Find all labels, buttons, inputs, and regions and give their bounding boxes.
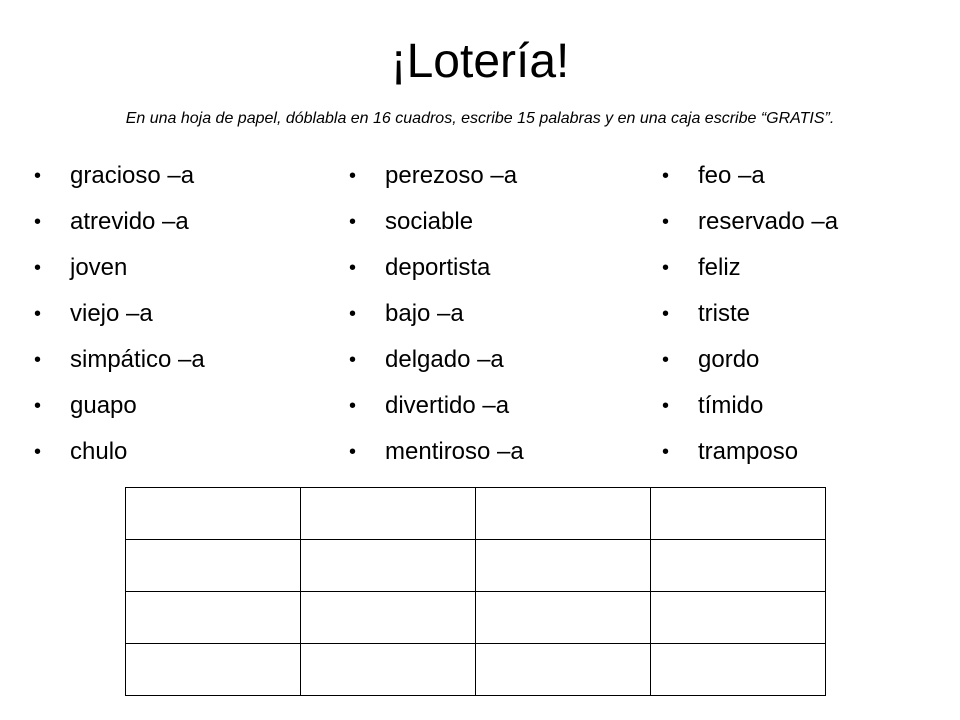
grid-row [126, 592, 826, 644]
bullet-icon: • [34, 441, 42, 463]
bullet-icon: • [34, 257, 42, 279]
grid-cell [476, 488, 651, 540]
grid-cell [476, 644, 651, 696]
word-list-item [34, 199, 205, 245]
word-text: tímido [698, 392, 764, 419]
word-list-item [349, 337, 524, 383]
word-text: triste [698, 300, 751, 327]
word-text: deportista [385, 254, 491, 281]
bullet-icon: • [349, 441, 357, 463]
grid-cell [651, 592, 826, 644]
grid-cell [301, 644, 476, 696]
word-text: feo –a [698, 162, 765, 189]
word-text: gracioso –a [70, 162, 195, 189]
word-list-item [662, 153, 838, 199]
word-list-column-2 [349, 153, 524, 475]
bullet-icon: • [349, 257, 357, 279]
word-text: gordo [698, 346, 760, 373]
grid-row [126, 488, 826, 540]
bullet-icon: • [349, 395, 357, 417]
word-list-item [349, 291, 524, 337]
bingo-grid [125, 487, 826, 696]
grid-cell [301, 540, 476, 592]
word-list-item [34, 153, 205, 199]
grid-cell [651, 644, 826, 696]
bullet-icon: • [349, 211, 357, 233]
grid-row [126, 644, 826, 696]
bullet-icon: • [34, 303, 42, 325]
word-text: reservado –a [698, 208, 839, 235]
bullet-icon: • [349, 303, 357, 325]
word-text: simpático –a [70, 346, 205, 373]
bullet-icon: • [662, 257, 670, 279]
bullet-icon: • [662, 211, 670, 233]
word-list-item [34, 245, 205, 291]
grid-cell [126, 488, 301, 540]
word-list-item [349, 429, 524, 475]
word-text: atrevido –a [70, 208, 189, 235]
bullet-icon: • [349, 349, 357, 371]
word-list-item [662, 291, 838, 337]
word-text: delgado –a [385, 346, 504, 373]
bullet-icon: • [349, 165, 357, 187]
word-text: tramposo [698, 438, 799, 465]
word-list-item [662, 245, 838, 291]
grid-cell [476, 592, 651, 644]
grid-cell [126, 592, 301, 644]
word-text: guapo [70, 392, 137, 419]
word-text: joven [70, 254, 128, 281]
word-list-item [34, 429, 205, 475]
word-list-item [34, 291, 205, 337]
grid-cell [301, 488, 476, 540]
word-list-item [662, 383, 838, 429]
bullet-icon: • [34, 165, 42, 187]
word-text: feliz [698, 254, 741, 281]
word-list-item [349, 383, 524, 429]
instructions-text: En una hoja de papel, dóblabla en 16 cuadros, escribe 15 palabras y en una caja escribe “GRATIS”. [125, 110, 835, 127]
word-text: bajo –a [385, 300, 464, 327]
word-text: viejo –a [70, 300, 153, 327]
grid-cell [301, 592, 476, 644]
grid-cell [126, 644, 301, 696]
word-list-item [349, 153, 524, 199]
slide-title: ¡Lotería! [390, 35, 570, 88]
word-list-item [662, 429, 838, 475]
bullet-icon: • [662, 395, 670, 417]
bullet-icon: • [662, 165, 670, 187]
word-list-item [34, 337, 205, 383]
grid-cell [651, 540, 826, 592]
grid-row [126, 540, 826, 592]
grid-cell [651, 488, 826, 540]
word-list-item [34, 383, 205, 429]
grid-cell [126, 540, 301, 592]
word-list-item [349, 199, 524, 245]
word-text: mentiroso –a [385, 438, 524, 465]
word-list-item [662, 337, 838, 383]
word-list-column-3 [662, 153, 838, 475]
bullet-icon: • [34, 395, 42, 417]
word-text: sociable [385, 208, 474, 235]
bullet-icon: • [662, 349, 670, 371]
bullet-icon: • [34, 349, 42, 371]
word-text: chulo [70, 438, 128, 465]
bullet-icon: • [34, 211, 42, 233]
bullet-icon: • [662, 441, 670, 463]
word-list-item [662, 199, 838, 245]
bullet-icon: • [662, 303, 670, 325]
word-text: divertido –a [385, 392, 510, 419]
word-list-column-1 [34, 153, 205, 475]
grid-cell [476, 540, 651, 592]
word-text: perezoso –a [385, 162, 518, 189]
word-list-item [349, 245, 524, 291]
